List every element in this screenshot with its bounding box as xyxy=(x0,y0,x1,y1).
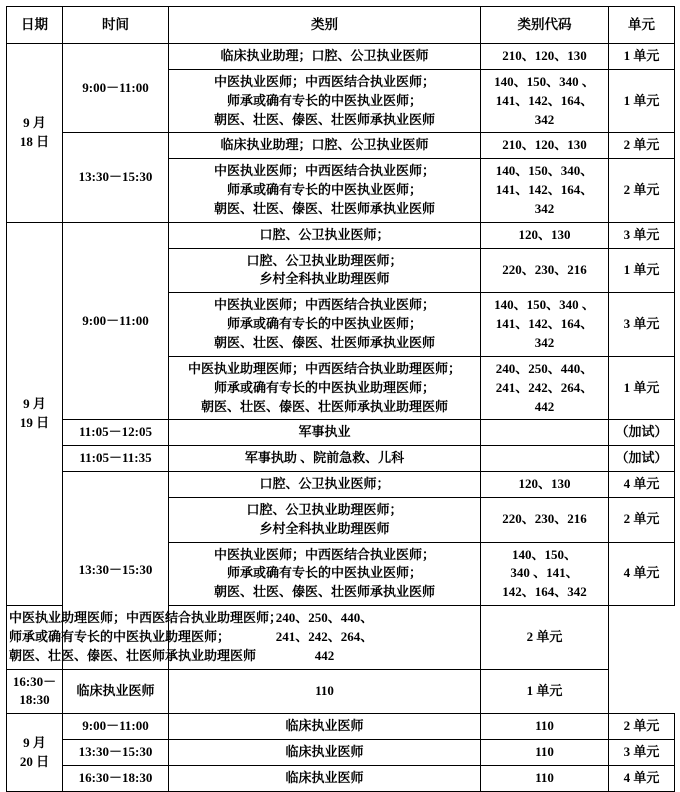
category-line: 乡村全科执业助理医师 xyxy=(259,271,390,287)
category-line: 师承或确有专长的中医执业助理医师； xyxy=(9,628,231,644)
category-line: 临床执业助理；口腔、公卫执业医师 xyxy=(220,137,429,153)
cell-unit: （加试） xyxy=(609,446,675,472)
category-line: 乡村全科执业助理医师 xyxy=(259,520,390,536)
category-line: 朝医、壮医、傣医、壮医师承执业医师 xyxy=(213,111,435,127)
table-body xyxy=(7,44,675,792)
code-line: 241、242、264、 xyxy=(275,628,374,644)
code-line: 110 xyxy=(535,718,554,734)
category-line: 口腔、公卫执业医师； xyxy=(259,226,390,242)
category-line: 临床执业助理；口腔、公卫执业医师 xyxy=(220,48,429,63)
header-category: 类别 xyxy=(169,7,481,44)
table-row xyxy=(7,669,675,714)
cell-unit: 1 单元 xyxy=(481,669,609,714)
category-line: 朝医、壮医、傣医、壮医师承执业医师 xyxy=(213,334,435,350)
table-row xyxy=(7,714,675,740)
code-line: 442 xyxy=(534,398,555,414)
cell-category xyxy=(169,542,481,606)
cell-category xyxy=(7,606,283,670)
cell-time: 13:30－15:30 xyxy=(63,740,169,766)
category-line: 军事执业 xyxy=(298,424,351,440)
code-line: 120、130 xyxy=(518,226,571,242)
exam-schedule-table xyxy=(6,6,675,792)
cell-unit: 2 单元 xyxy=(609,159,675,223)
table-row xyxy=(7,606,675,670)
date-line: 9 月 xyxy=(23,734,46,750)
cell-category xyxy=(169,248,481,293)
cell-unit: 2 单元 xyxy=(481,606,609,670)
cell-time: 13:30－15:30 xyxy=(63,472,169,670)
code-line: 120、130 xyxy=(518,476,571,492)
category-line: 临床执业医师 xyxy=(285,770,364,785)
date-line: 9 月 xyxy=(23,115,46,131)
category-line: 口腔、公卫执业助理医师； xyxy=(246,501,403,517)
category-line: 朝医、壮医、傣医、壮医师承执业助理医师 xyxy=(200,398,448,414)
category-line: 中医执业医师；中西医结合执业医师； xyxy=(213,163,435,179)
code-line: 220、230、216 xyxy=(502,262,587,278)
table-row xyxy=(7,472,675,498)
category-line: 中医执业助理医师；中西医结合执业助理医师； xyxy=(187,360,461,376)
cell-category-code xyxy=(481,542,609,606)
code-line: 241、242、264、 xyxy=(495,379,594,395)
cell-category xyxy=(169,222,481,248)
code-line: 140、150、340 、 xyxy=(494,73,595,89)
cell-category-code xyxy=(481,293,609,357)
table-row xyxy=(7,446,675,472)
code-line: 342 xyxy=(534,334,555,350)
cell-category-code xyxy=(481,69,609,133)
code-line: 240、250、440、 xyxy=(495,360,594,376)
cell-category-code xyxy=(481,446,609,472)
cell-unit: 4 单元 xyxy=(609,766,675,792)
code-line: 141、142、164、 xyxy=(495,182,594,198)
table-header-row xyxy=(7,7,675,44)
cell-category-code xyxy=(481,159,609,223)
cell-unit: 4 单元 xyxy=(609,472,675,498)
category-line: 师承或确有专长的中医执业医师； xyxy=(226,316,422,332)
date-line: 20 日 xyxy=(19,753,50,769)
code-line: 110 xyxy=(535,770,554,785)
cell-unit: 4 单元 xyxy=(609,542,675,606)
table-row xyxy=(7,740,675,766)
category-line: 临床执业医师 xyxy=(76,683,155,699)
header-time: 时间 xyxy=(63,7,169,44)
code-line: 342 xyxy=(534,111,555,127)
cell-unit: 1 单元 xyxy=(609,356,675,420)
header-unit: 单元 xyxy=(609,7,675,44)
cell-category xyxy=(169,420,481,446)
cell-time: 9:00－11:00 xyxy=(63,44,169,133)
date-line: 19 日 xyxy=(19,414,50,430)
cell-unit: 1 单元 xyxy=(609,69,675,133)
category-line: 师承或确有专长的中医执业助理医师； xyxy=(213,379,435,395)
cell-category xyxy=(169,69,481,133)
cell-category xyxy=(169,740,481,766)
code-line: 140、150、340 、 xyxy=(494,297,595,313)
cell-category-code xyxy=(481,133,609,159)
cell-unit: 1 单元 xyxy=(609,44,675,70)
cell-time: 16:30－18:30 xyxy=(7,669,63,714)
category-line: 中医执业医师；中西医结合执业医师； xyxy=(213,73,435,89)
cell-category xyxy=(169,133,481,159)
cell-time: 13:30－15:30 xyxy=(63,133,169,222)
code-line: 220、230、216 xyxy=(502,511,587,527)
cell-unit: （加试） xyxy=(609,420,675,446)
cell-category xyxy=(169,446,481,472)
cell-time: 9:00－11:00 xyxy=(63,714,169,740)
cell-time: 9:00－11:00 xyxy=(63,222,169,420)
code-line: 210、120、130 xyxy=(502,48,587,63)
cell-category-code xyxy=(481,766,609,792)
code-line: 442 xyxy=(314,647,335,663)
code-line: 110 xyxy=(315,683,334,699)
code-line: 210、120、130 xyxy=(502,137,587,153)
cell-date xyxy=(7,44,63,223)
table-row xyxy=(7,766,675,792)
table-row xyxy=(7,420,675,446)
cell-category xyxy=(169,44,481,70)
cell-time: 11:05－11:35 xyxy=(63,446,169,472)
category-line: 师承或确有专长的中医执业医师； xyxy=(226,92,422,108)
code-line: 110 xyxy=(535,744,554,760)
table-row xyxy=(7,44,675,70)
cell-category xyxy=(169,714,481,740)
category-line: 朝医、壮医、傣医、壮医师承执业医师 xyxy=(213,584,435,600)
cell-unit: 3 单元 xyxy=(609,222,675,248)
category-line: 临床执业医师 xyxy=(285,744,364,760)
table-row xyxy=(7,222,675,248)
category-line: 朝医、壮医、傣医、壮医师承执业助理医师 xyxy=(9,647,257,663)
cell-unit: 2 单元 xyxy=(609,497,675,542)
header-category-code: 类别代码 xyxy=(481,7,609,44)
category-line: 中医执业助理医师；中西医结合执业助理医师； xyxy=(9,610,283,626)
cell-category xyxy=(169,293,481,357)
cell-category-code xyxy=(481,222,609,248)
date-line: 18 日 xyxy=(19,133,50,149)
code-line: 140、150、340、 xyxy=(495,163,594,179)
cell-category xyxy=(169,497,481,542)
cell-unit: 2 单元 xyxy=(609,714,675,740)
code-line: 342 xyxy=(534,200,555,216)
code-line: 340 、141、 xyxy=(510,565,579,581)
cell-unit: 3 单元 xyxy=(609,740,675,766)
category-line: 中医执业医师；中西医结合执业医师； xyxy=(213,297,435,313)
code-line: 240、250、440、 xyxy=(275,610,374,626)
category-line: 军事执助 、院前急救、儿科 xyxy=(244,450,405,466)
cell-category-code xyxy=(481,714,609,740)
cell-category-code xyxy=(481,497,609,542)
cell-category xyxy=(169,766,481,792)
cell-category-code xyxy=(481,740,609,766)
category-line: 临床执业医师 xyxy=(285,718,364,734)
category-line: 口腔、公卫执业助理医师； xyxy=(246,252,403,268)
cell-date xyxy=(7,714,63,792)
cell-unit: 2 单元 xyxy=(609,133,675,159)
cell-date xyxy=(7,222,63,605)
cell-category xyxy=(169,159,481,223)
cell-unit: 1 单元 xyxy=(609,248,675,293)
table-row xyxy=(7,133,675,159)
cell-category-code xyxy=(481,356,609,420)
cell-category-code xyxy=(481,472,609,498)
cell-category xyxy=(63,669,169,714)
cell-category xyxy=(169,472,481,498)
cell-category-code xyxy=(169,669,481,714)
cell-time: 16:30－18:30 xyxy=(63,766,169,792)
cell-category-code xyxy=(481,420,609,446)
category-line: 师承或确有专长的中医执业医师； xyxy=(226,182,422,198)
code-line: 141、142、164、 xyxy=(495,92,594,108)
cell-unit: 3 单元 xyxy=(609,293,675,357)
cell-category-code xyxy=(481,248,609,293)
code-line: 142、164、342 xyxy=(502,584,587,600)
cell-category-code xyxy=(481,44,609,70)
category-line: 中医执业医师；中西医结合执业医师； xyxy=(213,546,435,562)
date-line: 9 月 xyxy=(23,396,46,412)
code-line: 141、142、164、 xyxy=(495,316,594,332)
category-line: 口腔、公卫执业医师； xyxy=(259,476,390,492)
category-line: 师承或确有专长的中医执业医师； xyxy=(226,565,422,581)
header-date: 日期 xyxy=(7,7,63,44)
cell-category xyxy=(169,356,481,420)
cell-time: 11:05－12:05 xyxy=(63,420,169,446)
code-line: 140、150、 xyxy=(511,546,577,562)
category-line: 朝医、壮医、傣医、壮医师承执业医师 xyxy=(213,200,435,216)
